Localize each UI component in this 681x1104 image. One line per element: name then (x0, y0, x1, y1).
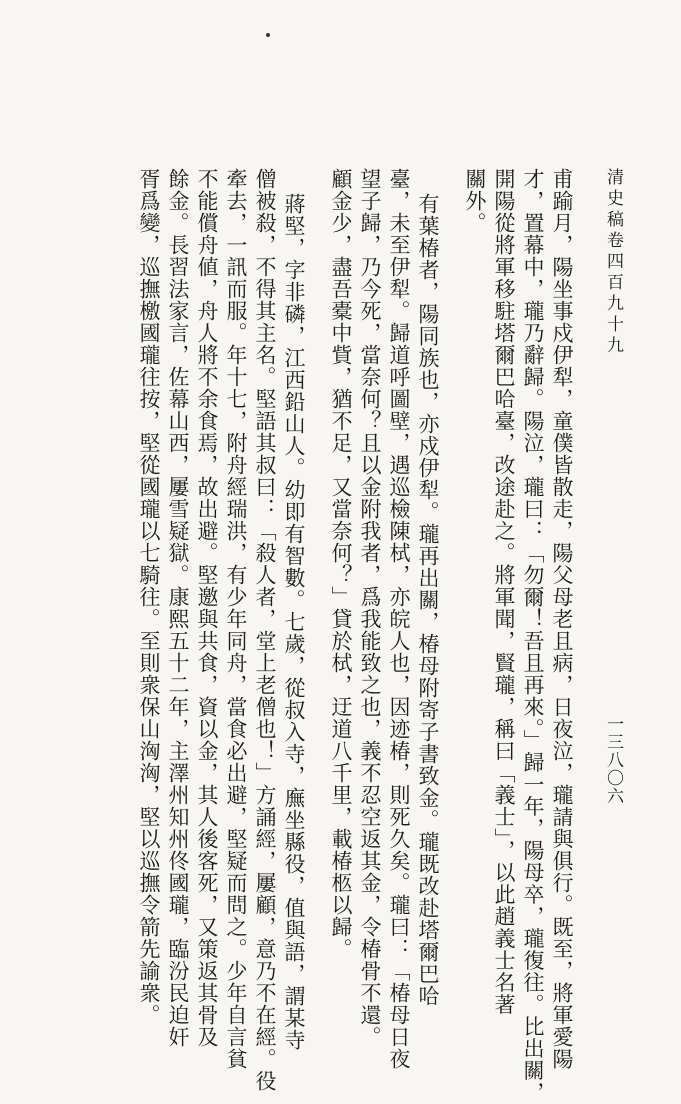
page-number: 一三八〇六 (603, 715, 623, 805)
page-speck (266, 33, 270, 37)
text-column: 甫踰月，陽坐事戍伊犁，童僕皆散走，陽父母老且病，日夜泣，瓏請與俱行。既至，將軍愛陽 (550, 168, 574, 1070)
text-column: 牽去，一訊而服。年十七，附舟經瑞洪，有少年同舟，當食必出避，堅疑而問之。少年自言貧 (224, 168, 248, 1070)
vertical-text-body (134, 168, 576, 1104)
text-column: 蔣堅，字非磷，江西鉛山人。幼即有智數。七歲，從叔入寺，廡坐縣役，值與語，謂某寺 (282, 193, 306, 1051)
paragraph-gap (308, 168, 326, 963)
book-title-header: 清史稿卷四百九十九 (603, 168, 623, 357)
text-column: 餘金。長習法家言，佐幕山西，屢雪疑獄。康熙五十二年，主澤州知州佟國瓏，臨汾民迫奸 (166, 168, 190, 1048)
text-column: 不能償舟値，舟人將不余食焉，故出避。堅邀與共食，資以金，其人後客死，又策返其骨及 (195, 168, 219, 1048)
text-column: 有葉椿者，陽同族也，亦戍伊犁。瓏再出關，椿母附寄子書致金。瓏既改赴塔爾巴哈 (416, 193, 440, 1007)
text-column: 才，置幕中，瓏乃辭歸。陽泣，瓏曰：「勿爾！吾且再來。」歸一年，陽母卒，瓏復往。比出關， (521, 168, 545, 1104)
text-column: 望子歸，乃今死，當奈何？且以金附我者，爲我能致之也，義不忍空返其金，令椿骨不還。 (358, 168, 382, 1048)
paragraph-gap (442, 168, 460, 963)
text-column: 顧金少，盡吾橐中貲，猶不足，又當奈何？」貸於栻，迂道八千里，載椿柩以歸。 (329, 168, 353, 960)
text-column: 關外。 (463, 168, 487, 234)
text-column: 胥爲變，巡撫檄國瓏往按，堅從國瓏以七騎往。至則衆保山洶洶，堅以巡撫令箭先諭衆。 (137, 168, 161, 1026)
text-column: 僧被殺，不得其主名。堅語其叔曰：「殺人者，堂上老僧也！」方誦經，屢顧，意乃不在經。役 (253, 168, 277, 1092)
text-column: 開陽從將軍移駐塔爾巴哈臺，改途赴之。將軍聞，賢瓏，稱曰「義士」，以此趙義士名著 (492, 168, 516, 1016)
text-column: 臺，未至伊犁。歸道呼圖壁，遇巡檢陳栻，亦皖人也，因迹椿，則死久矣。瓏曰：「椿母日夜 (387, 168, 411, 1070)
